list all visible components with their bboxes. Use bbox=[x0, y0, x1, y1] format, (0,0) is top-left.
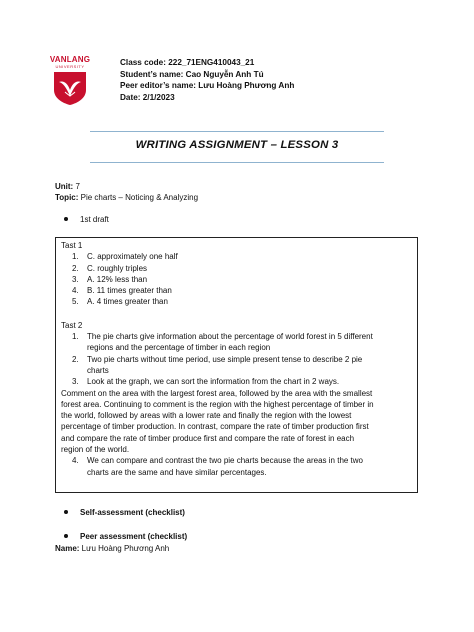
task2-heading: Tast 2 bbox=[61, 320, 83, 330]
list-item: 1. C. approximately one half bbox=[72, 252, 178, 262]
bullet-icon bbox=[64, 510, 68, 514]
class-code: Class code: 222_71ENG410043_21 bbox=[120, 58, 255, 67]
name-label: Name: bbox=[55, 544, 80, 553]
list-item: 2. C. roughly triples bbox=[72, 263, 148, 273]
topic-line bbox=[55, 192, 198, 203]
logo-sub: UNIVERSITY bbox=[55, 64, 85, 69]
draft-bullet bbox=[64, 214, 109, 225]
task2-paragraph: Comment on the area with the largest forest area, followed by the area with the smallest forest area. Continuing to comment is the region with the highest percentage of timber in the world, followed by areas with a lower rate and finally the region with the lowest percentage of timber production. In contrast, compare the rate of timber production first and compare the rate of timber produce first and compare the rate of forest in each region of the world. bbox=[61, 388, 374, 455]
shield-icon bbox=[52, 70, 88, 106]
peer-assessment-label: Peer assessment (checklist) bbox=[80, 532, 188, 541]
topic-label: Topic: bbox=[55, 193, 79, 203]
peer-editor-name: Peer editor’s name: Lưu Hoàng Phương Anh bbox=[120, 81, 295, 91]
vanlang-logo bbox=[44, 55, 96, 106]
task2-list-continued bbox=[61, 455, 415, 478]
logo-brand: VANLANG bbox=[49, 55, 91, 64]
unit-label: Unit: bbox=[55, 182, 74, 191]
bullet-icon bbox=[64, 534, 68, 538]
date: Date: 2/1/2023 bbox=[120, 92, 175, 102]
list-item: 3. A. 12% less than bbox=[72, 274, 148, 284]
bottom-divider bbox=[90, 162, 384, 163]
reviewer-name bbox=[55, 543, 169, 554]
page-title: WRITING ASSIGNMENT – LESSON 3 bbox=[135, 139, 339, 151]
topic-value: Pie charts – Noticing & Analyzing bbox=[78, 193, 199, 203]
list-item: 4. B. 11 times greater than bbox=[72, 286, 172, 296]
peer-assessment-bullet bbox=[64, 531, 187, 542]
task1-list bbox=[61, 251, 415, 307]
task1-heading: Tast 1 bbox=[61, 241, 83, 250]
student-name: Student’s name: Cao Nguyễn Anh Tú bbox=[120, 69, 264, 79]
list-item: 3. Look at the graph, we can sort the information from the chart in 2 ways. bbox=[72, 377, 340, 387]
unit-line bbox=[55, 181, 198, 192]
list-item: 1. The pie charts give information about the percentage of world forest in 5 different regions and the percentage of timber in each region bbox=[72, 332, 373, 353]
name-value: Lưu Hoàng Phương Anh bbox=[79, 544, 170, 553]
list-item: 4. We can compare and contrast the two pie charts because the areas in the two charts are the same and have similar percentages. bbox=[72, 456, 364, 477]
list-item: 5. A. 4 times greater than bbox=[72, 297, 168, 307]
bullet-icon bbox=[64, 217, 68, 221]
top-divider bbox=[90, 131, 384, 132]
draft-label: 1st draft bbox=[80, 215, 109, 224]
self-assessment-label: Self-assessment (checklist) bbox=[80, 508, 185, 517]
list-item: 2. Two pie charts without time period, use simple present tense to describe 2 pie charts bbox=[72, 354, 363, 375]
answers-box bbox=[55, 237, 418, 493]
self-assessment-bullet bbox=[64, 507, 185, 518]
unit-value: 7 bbox=[73, 182, 80, 191]
header-info bbox=[120, 57, 294, 103]
task2-list bbox=[61, 331, 415, 387]
unit-topic bbox=[55, 181, 198, 204]
